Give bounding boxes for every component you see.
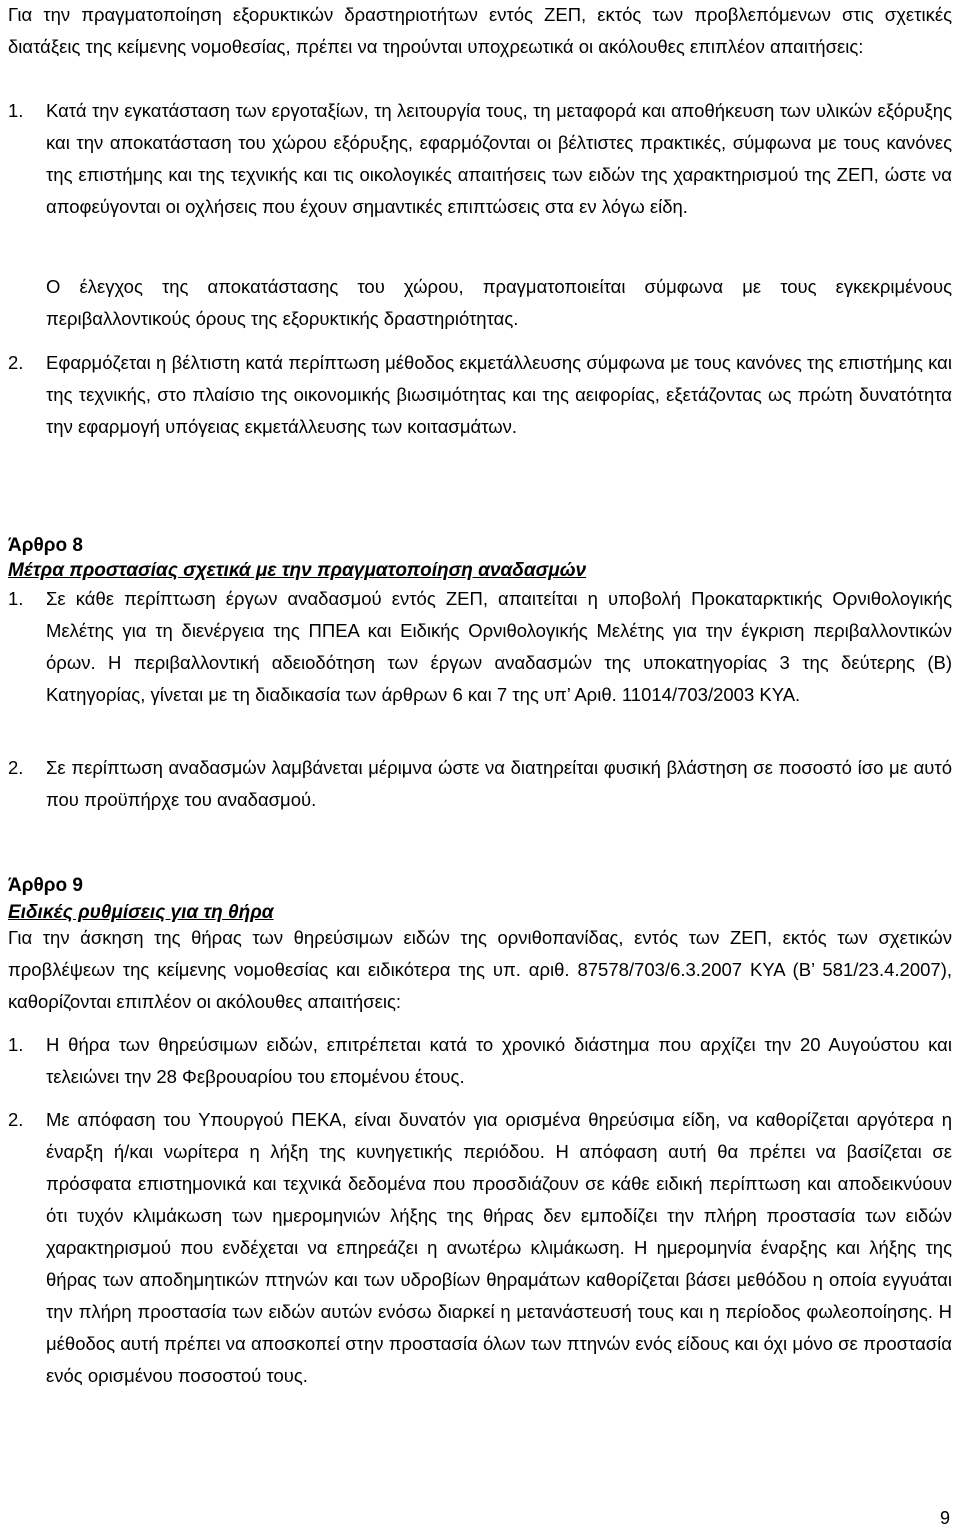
article-8-heading: Άρθρο 8 (8, 535, 83, 556)
list-item (8, 95, 952, 223)
list-number: 1. (8, 100, 24, 121)
list-item (8, 752, 952, 816)
list-item (8, 1029, 952, 1093)
list-item (8, 583, 952, 711)
list-number: 1. (8, 1034, 24, 1055)
list-number: 2. (8, 1109, 24, 1130)
list-text: Σε περίπτωση αναδασμών λαμβάνεται μέριμνα ώστε να διατηρείται φυσική βλάστηση σε ποσοστό ίσο με αυτό που προϋπήρχε του αναδασμού. (46, 757, 952, 810)
list-text: Με απόφαση του Υπουργού ΠΕΚΑ, είναι δυνατόν για ορισμένα θηρεύσιμα είδη, να καθορίζεται αργότερα η έναρξη ή/και νωρίτερα η λήξη της κυνηγετικής περιόδου. Η απόφαση αυτή θα πρέπει να βασίζεται σε πρόσφατα επιστημονικά και τεχνικά δεδομένα που προσδιάζουν σε κάθε ειδική περίπτωση και αποδεικνύουν ότι τυχόν κλιμάκωση των ημερομηνιών λήξης της θήρας δεν εμποδίζει την πλήρη προστασία των ειδών χαρακτηρισμού που ενδέχεται να επηρεάζει η ανωτέρω κλιμάκωση. Η ημερομηνία έναρξης και λήξης της θήρας των αποδημητικών πτηνών και των υδροβίων θηραμάτων καθορίζεται βάσει μεθόδου η οποία εγγυάται την πλήρη προστασία των ειδών αυτών ενόσω διαρκεί η μετανάστευσή τους και η περίοδος φωλεοποίησης. Η μέθοδος αυτή πρέπει να αποσκοπεί στην προστασία όλων των πτηνών ενός είδους και όχι μόνο σε προστασία ενός ορισμένου ποσοστού τους. (46, 1109, 952, 1386)
article-9-intro: Για την άσκηση της θήρας των θηρεύσιμων ειδών της ορνιθοπανίδας, εντός των ΖΕΠ, εκτός των σχετικών προβλέψεων της κείμενης νομοθεσίας και ειδικότερα της υπ. αριθ. 87578/703/6.3.2007 ΚΥΑ (Β’ 581/23.4.2007), καθορίζονται επιπλέον οι ακόλουθες απαιτήσεις: (8, 927, 952, 1012)
list-text: Κατά την εγκατάσταση των εργοταξίων, τη λειτουργία τους, τη μεταφορά και αποθήκευση των υλικών εξόρυξης και την αποκατάσταση του χώρου εξόρυξης, εφαρμόζονται οι βέλτιστες πρακτικές, σύμφωνα με τους κανόνες της επιστήμης και της τεχνικής και τις οικολογικές απαιτήσεις των ειδών της χαρακτηρισμού της ΖΕΠ, ώστε να αποφεύγονται οι οχλήσεις που έχουν σημαντικές επιπτώσεις στα εν λόγω είδη. (46, 100, 952, 217)
restoration-paragraph: Ο έλεγχος της αποκατάστασης του χώρου, πραγματοποιείται σύμφωνα με τους εγκεκριμένους περιβαλλοντικούς όρους της εξορυκτικής δραστηριότητας. (46, 276, 952, 329)
article-9-heading: Άρθρο 9 (8, 875, 83, 896)
list-number: 2. (8, 352, 24, 373)
list-text: Σε κάθε περίπτωση έργων αναδασμού εντός ΖΕΠ, απαιτείται η υποβολή Προκαταρκτικής Ορνιθολογικής Μελέτης για τη διενέργεια της ΠΠΕΑ και Ειδικής Ορνιθολογικής Μελέτης για την έγκριση περιβαλλοντικών όρων. Η περιβαλλοντική αδειοδότηση των έργων αναδασμών της υποκατηγορίας 3 της δεύτερης (Β) Κατηγορίας, γίνεται με τη διαδικασία των άρθρων 6 και 7 της υπ’ Αριθ. 11014/703/2003 ΚΥΑ. (46, 588, 952, 705)
page-number: 9 (939, 1508, 950, 1528)
list-item (8, 1104, 952, 1392)
list-item (8, 347, 952, 443)
list-number: 2. (8, 757, 24, 778)
list-number: 1. (8, 588, 24, 609)
list-text: Η θήρα των θηρεύσιμων ειδών, επιτρέπεται κατά το χρονικό διάστημα που αρχίζει την 20 Αυγούστου και τελειώνει την 28 Φεβρουαρίου του επομένου έτους. (46, 1034, 952, 1087)
intro-paragraph: Για την πραγματοποίηση εξορυκτικών δραστηριοτήτων εντός ΖΕΠ, εκτός των προβλεπόμενων στις σχετικές διατάξεις της κείμενης νομοθεσίας, πρέπει να τηρούνται υποχρεωτικά οι ακόλουθες επιπλέον απαιτήσεις: (8, 4, 952, 57)
article-9-subtitle: Ειδικές ρυθμίσεις για τη θήρα (8, 902, 274, 923)
list-text: Εφαρμόζεται η βέλτιστη κατά περίπτωση μέθοδος εκμετάλλευσης σύμφωνα με τους κανόνες της επιστήμης και της τεχνικής, στο πλαίσιο της οικονομικής βιωσιμότητας και της αειφορίας, εξετάζοντας ως πρώτη δυνατότητα την εφαρμογή υπόγειας εκμετάλλευσης των κοιτασμάτων. (46, 352, 952, 437)
article-8-subtitle: Μέτρα προστασίας σχετικά με την πραγματοποίηση αναδασμών (8, 560, 587, 581)
